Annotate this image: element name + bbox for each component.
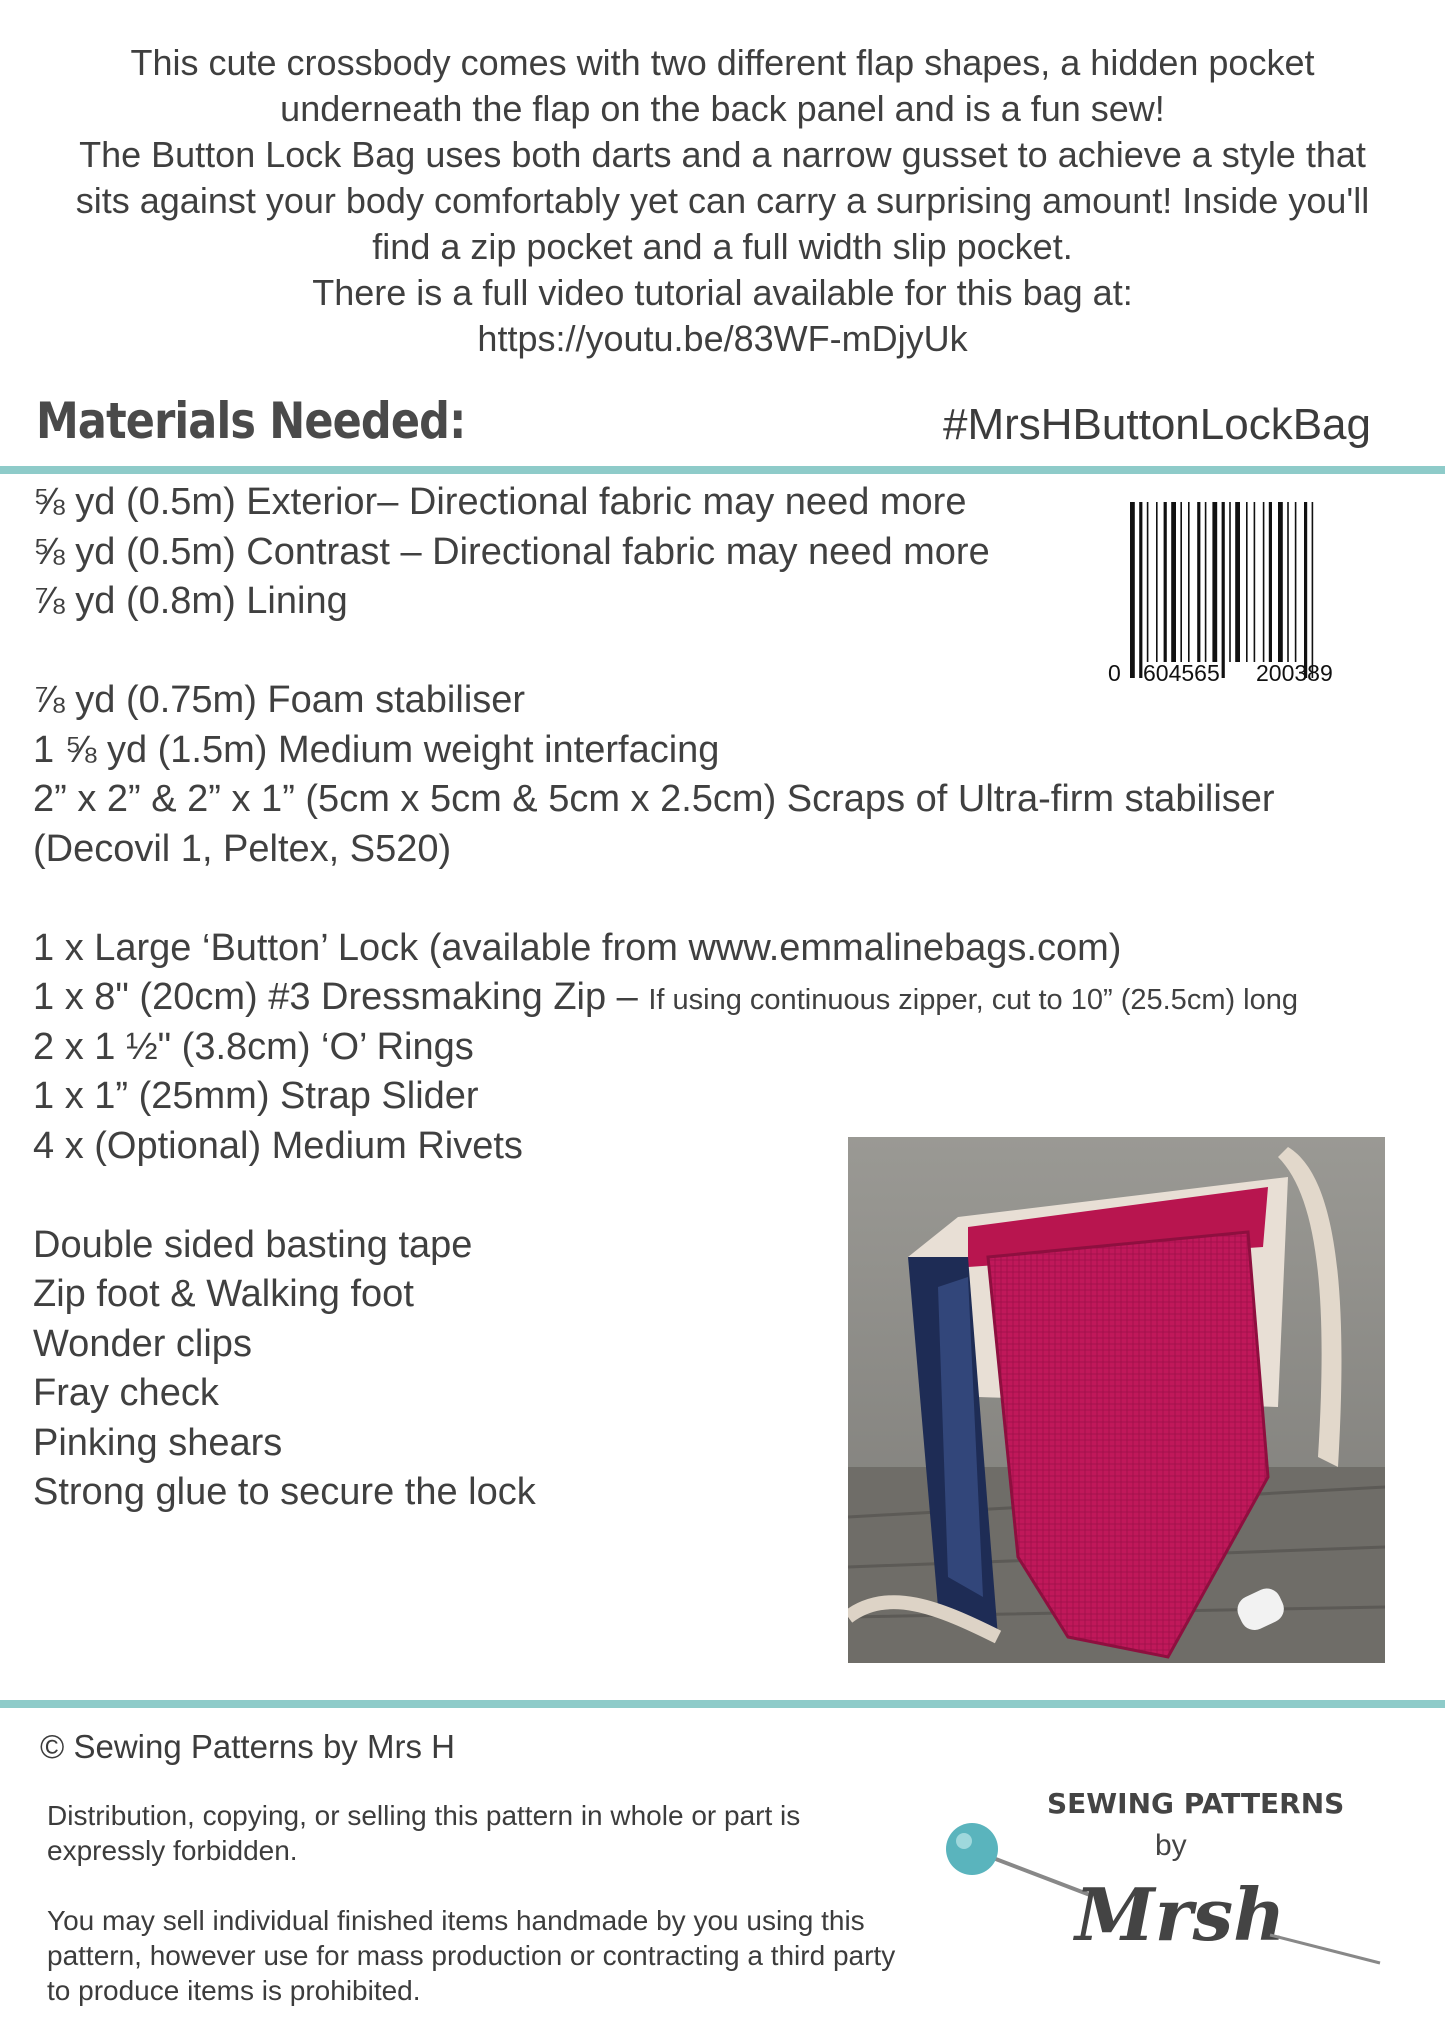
list-item: Zip foot & Walking foot <box>33 1273 414 1315</box>
barcode-bar <box>1147 502 1149 662</box>
list-item: ⅝ yd (0.5m) Exterior– Directional fabric may need more <box>33 481 967 523</box>
intro-text <box>40 40 1405 362</box>
materials-heading: Materials Needed: <box>36 392 466 450</box>
intro-line: The Button Lock Bag uses both darts and a narrow gusset to achieve a style that <box>79 134 1366 175</box>
list-item: 1 ⅝ yd (1.5m) Medium weight interfacing <box>33 728 720 771</box>
intro-line: There is a full video tutorial available for this bag at: <box>312 272 1133 313</box>
copyright: © Sewing Patterns by Mrs H <box>40 1728 455 1765</box>
hashtag: #MrsHButtonLockBag <box>943 400 1371 449</box>
legal-paragraph: You may sell individual finished items handmade by you using this pattern, however use for mass production or contracting a third party to produce items is prohibited. <box>47 1905 896 2006</box>
logo-line-1: SEWING PATTERNS <box>1047 1787 1345 1820</box>
barcode-bar <box>1295 502 1297 662</box>
barcode-bar <box>1246 502 1248 662</box>
barcode-bar <box>1180 502 1182 662</box>
zip-note: If using continuous zipper, cut to 10” (25.5cm) long <box>648 984 1299 1016</box>
pin-icon <box>980 1853 1090 1895</box>
barcode-bar <box>1263 502 1265 662</box>
list-item <box>33 973 1298 1023</box>
list-item: Wonder clips <box>33 1322 252 1365</box>
list-item: 2” x 2” & 2” x 1” (5cm x 5cm & 5cm x 2.5cm) Scraps of Ultra-firm stabiliser <box>33 778 1275 820</box>
needle-icon <box>1270 1935 1380 1963</box>
barcode-bar <box>1156 502 1158 662</box>
barcode-bar <box>1130 502 1135 678</box>
list-item: ⅝ yd (0.5m) Contrast – Directional fabric may need more <box>33 530 990 573</box>
barcode-bar <box>1197 502 1200 662</box>
barcode-bar <box>1188 502 1190 662</box>
legal-paragraph: Distribution, copying, or selling this pattern in whole or part is expressly forbidden. <box>47 1800 801 1866</box>
product-photo <box>848 1137 1385 1663</box>
barcode-bar <box>1222 502 1225 678</box>
barcode <box>1128 502 1356 684</box>
zip-label: 1 x 8" (20cm) #3 Dressmaking Zip – <box>33 976 649 1018</box>
barcode-digits-right: 200389 <box>1256 660 1333 686</box>
divider-top <box>0 466 1445 474</box>
intro-line: find a zip pocket and a full width slip pocket. <box>372 226 1073 267</box>
list-item: Fray check <box>33 1372 219 1414</box>
barcode-bar <box>1269 502 1272 662</box>
brand-logo <box>940 1775 1390 2005</box>
barcode-bar <box>1312 502 1314 678</box>
list-item: (Decovil 1, Peltex, S520) <box>33 827 452 870</box>
barcode-digit-left: 0 <box>1108 660 1121 686</box>
barcode-bar <box>1212 502 1217 662</box>
barcode-bar <box>1304 502 1307 678</box>
barcode-bar <box>1171 502 1176 662</box>
barcode-bar <box>1164 502 1167 662</box>
barcode-bar <box>1278 502 1283 662</box>
list-item: ⅞ yd (0.8m) Lining <box>33 580 348 622</box>
bag-photo-image <box>848 1137 1385 1663</box>
barcode-bar <box>1254 502 1256 662</box>
spacer <box>33 874 1298 924</box>
intro-line: This cute crossbody comes with two different flap shapes, a hidden pocket <box>130 42 1315 83</box>
barcode-bar <box>1287 502 1289 662</box>
list-item: 4 x (Optional) Medium Rivets <box>33 1124 523 1167</box>
pin-highlight <box>956 1833 972 1849</box>
intro-line: sits against your body comfortably yet can carry a surprising amount! Inside you'll <box>75 180 1370 221</box>
list-item: Pinking shears <box>33 1421 283 1464</box>
barcode-bar <box>1139 502 1142 678</box>
barcode-bar <box>1235 502 1240 662</box>
barcode-bar <box>1229 502 1231 662</box>
barcode-digits-mid: 604565 <box>1143 660 1220 686</box>
pin-head-icon <box>946 1823 998 1875</box>
divider-bottom <box>0 1700 1445 1708</box>
barcode-bar <box>1205 502 1207 662</box>
list-item: 1 x 1” (25mm) Strap Slider <box>33 1075 479 1117</box>
list-item: 1 x Large ‘Button’ Lock (available from www.emmalinebags.com) <box>33 926 1122 969</box>
list-item: Double sided basting tape <box>33 1223 473 1266</box>
logo-line-3: Mrsh <box>1075 1872 1286 1957</box>
list-item: 2 x 1 ½" (3.8cm) ‘O’ Rings <box>33 1025 474 1068</box>
list-item: ⅞ yd (0.75m) Foam stabiliser <box>33 679 526 721</box>
list-item: Strong glue to secure the lock <box>33 1471 536 1513</box>
intro-line: underneath the flap on the back panel and is a fun sew! <box>280 88 1165 129</box>
legal-notice <box>47 1798 917 2043</box>
video-link[interactable]: https://youtu.be/83WF-mDjyUk <box>477 318 968 359</box>
logo-line-2: by <box>1155 1829 1187 1862</box>
